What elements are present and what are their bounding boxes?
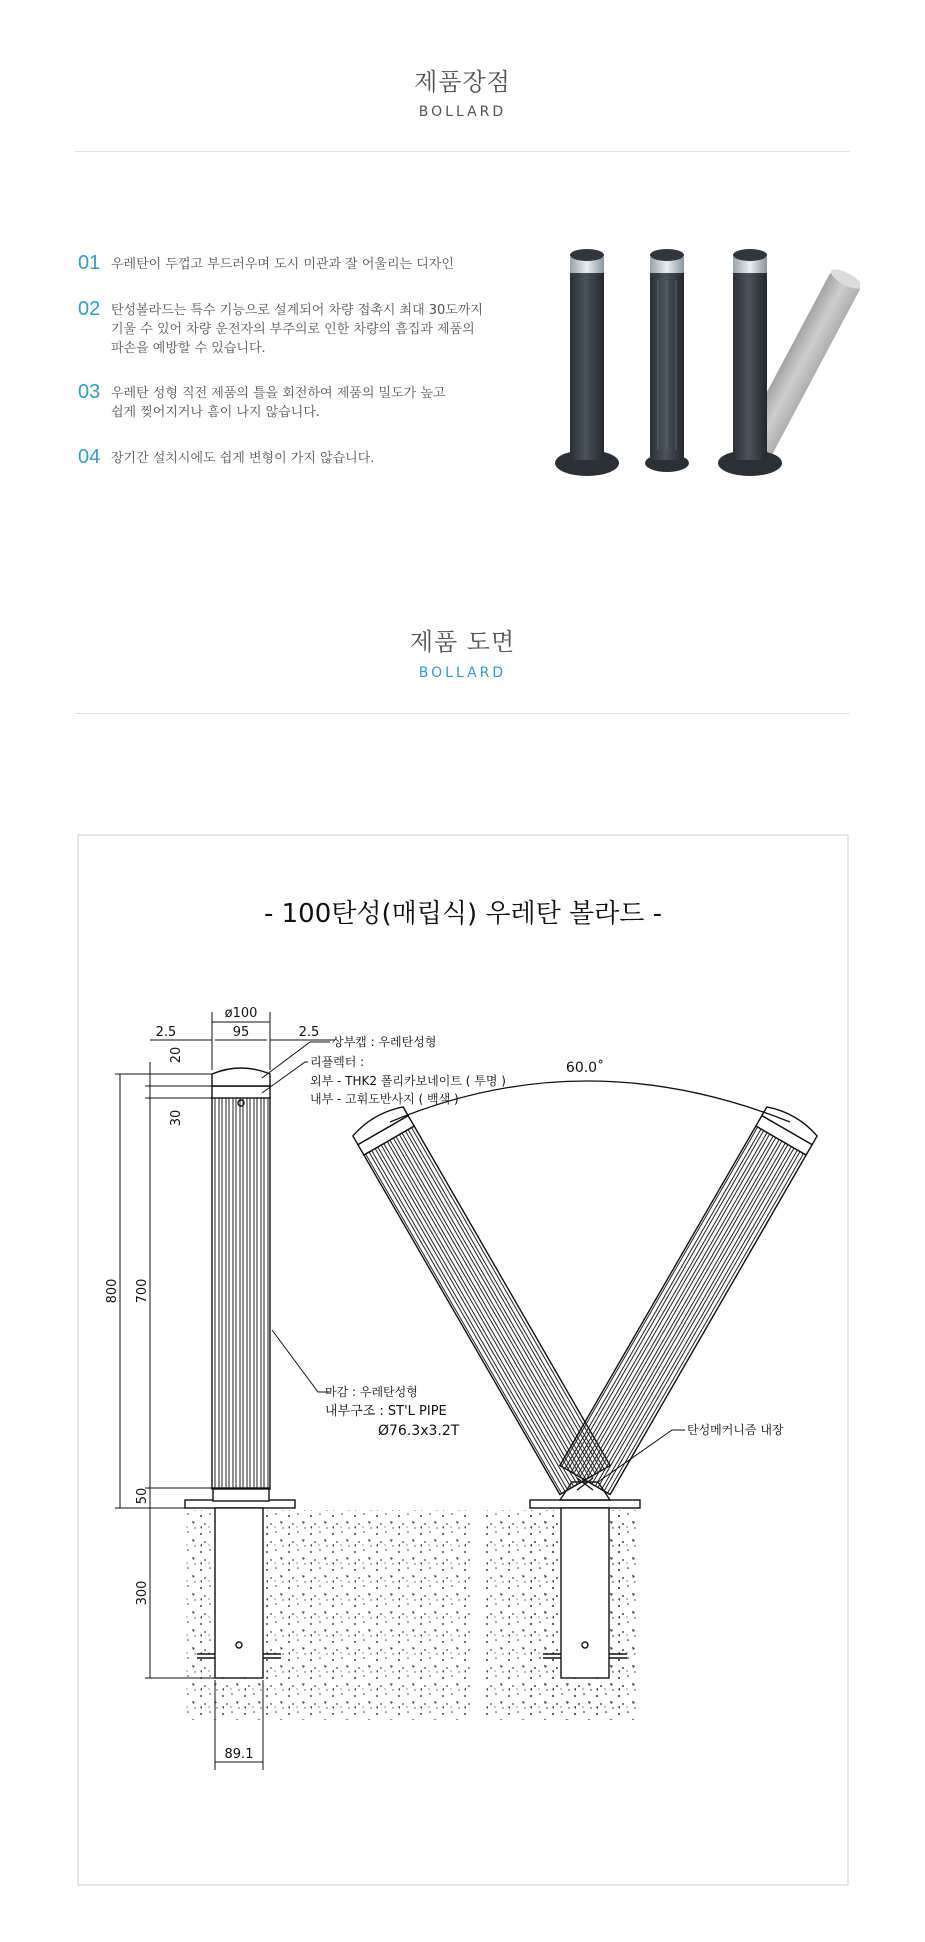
- dim-left-gap: 2.5: [155, 1025, 177, 1040]
- feature-line: 기울 수 있어 차량 운전자의 부주의로 인한 차량의 흠집과 제품의: [111, 322, 475, 337]
- feature-line: 우레탄 성형 직전 제품의 틀을 회전하여 제품의 밀도가 높고: [111, 386, 446, 401]
- drawing-frame: [78, 835, 848, 1885]
- feature-number: 01: [78, 252, 101, 274]
- advantages-title: 제품장점: [414, 68, 511, 96]
- drawing-section-subtitle: BOLLARD: [418, 665, 507, 681]
- label-finish: 마감 : 우레탄성형: [325, 1385, 418, 1399]
- label-reflector: 리플렉터 :: [310, 1055, 365, 1069]
- drawing-title: - 100탄성(매립식) 우레탄 볼라드 -: [263, 899, 663, 929]
- feature-line: 쉽게 찢어지거나 흠이 나지 않습니다.: [111, 405, 321, 420]
- advantages-subtitle: BOLLARD: [418, 104, 507, 120]
- angle-label: 60.0˚: [565, 1060, 605, 1076]
- feature-number: 02: [78, 298, 101, 320]
- dim-buried-depth: 300: [135, 1580, 150, 1606]
- dim-total-height: 800: [105, 1278, 120, 1304]
- dim-reflector-height: 30: [169, 1109, 184, 1127]
- feature-line: 장기간 설치시에도 쉽게 변형이 가지 않습니다.: [111, 451, 375, 466]
- label-cap: 상부캡 : 우레탄성형: [332, 1035, 437, 1049]
- dim-cap-height: 20: [169, 1046, 184, 1064]
- label-mechanism: 탄성메커니즘 내장: [687, 1423, 784, 1437]
- feature-line: 파손을 예방할 수 있습니다.: [111, 341, 266, 356]
- label-structure: 내부구조 : ST'L PIPE: [325, 1404, 447, 1419]
- label-pipe-spec: Ø76.3x3.2T: [378, 1423, 460, 1439]
- dim-base-height: 50: [135, 1487, 150, 1505]
- dim-body-height: 700: [135, 1278, 150, 1304]
- feature-number: 04: [78, 446, 101, 468]
- feature-line: 우레탄이 두껍고 부드러우며 도시 미관과 잘 어울리는 디자인: [111, 257, 454, 272]
- dim-pipe-width: 89.1: [224, 1747, 254, 1762]
- drawing-section-title: 제품 도면: [409, 628, 516, 656]
- dim-inner-width: 95: [232, 1025, 250, 1040]
- label-reflector-outer: 외부 - THK2 폴리카보네이트 ( 투명 ): [310, 1074, 506, 1088]
- dim-diameter: ø100: [224, 1006, 258, 1021]
- feature-line: 탄성볼라드는 특수 기능으로 설계되어 차량 접촉시 최대 30도까지: [111, 303, 483, 318]
- label-reflector-inner: 내부 - 고휘도반사지 ( 백색 ): [310, 1092, 459, 1106]
- feature-number: 03: [78, 381, 101, 403]
- dim-right-gap: 2.5: [298, 1025, 320, 1040]
